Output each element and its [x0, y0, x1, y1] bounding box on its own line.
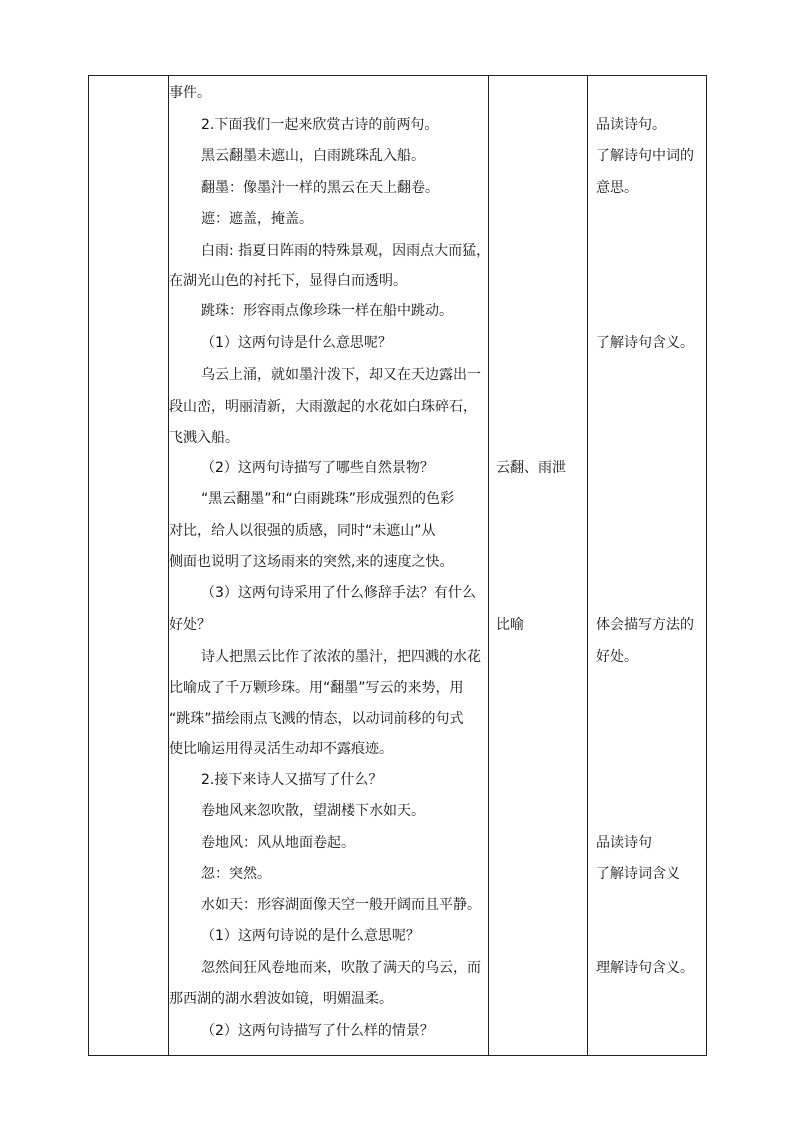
content-line: 黑云翻墨未遮山，白雨跳珠乱入船。	[201, 148, 425, 164]
content-line: （1）这两句诗是什么意思呢？	[201, 335, 392, 351]
content-line: 2.下面我们一起来欣赏古诗的前两句。	[201, 117, 439, 133]
goal-line: 了解诗句含义。	[596, 335, 694, 351]
content-line: （1）这两句诗说的是什么意思呢？	[201, 928, 420, 944]
content-line: 卷地风来忽吹散，望湖楼下水如天。	[201, 803, 425, 819]
goal-line: 了解诗句中词的	[596, 148, 694, 164]
content-line: 比喻成了千万颗珍珠。用“翻墨”写云的来势，用	[169, 680, 464, 696]
content-line: 侧面也说明了这场雨来的突然,来的速度之快。	[169, 554, 454, 570]
content-line: 事件。	[169, 85, 211, 101]
content-line: （3）这两句诗采用了什么修辞手法？有什么	[201, 585, 476, 601]
content-line: 遮：遮盖，掩盖。	[201, 211, 313, 227]
content-line: 飞溅入船。	[169, 430, 239, 446]
content-line: 段山峦，明丽清新，大雨激起的水花如白珠碎石，	[169, 399, 477, 415]
content-line: 对比，给人以很强的质感，同时“未遮山”从	[169, 523, 436, 539]
content-line: 诗人把黑云比作了浓浓的墨汁，把四溅的水花	[201, 649, 481, 665]
content-line: 乌云上涌，就如墨汁泼下，却又在天边露出一	[201, 367, 481, 383]
goal-line: 好处。	[596, 649, 638, 665]
column-divider	[488, 76, 489, 1055]
note-line: 比喻	[496, 617, 524, 633]
content-line: 翻墨：像墨汁一样的黑云在天上翻卷。	[201, 180, 439, 196]
goal-line: 品读诗句	[596, 835, 652, 851]
content-line: 白雨: 指夏日阵雨的特殊景观，因雨点大而猛，	[201, 243, 491, 259]
content-line: （2）这两句诗描写了什么样的情景？	[201, 1023, 434, 1039]
goal-line: 体会描写方法的	[596, 617, 694, 633]
goal-line: 意思。	[596, 180, 638, 196]
note-line: 云翻、雨泄	[496, 460, 566, 476]
content-line: “黑云翻墨”和“白雨跳珠”形成强烈的色彩	[201, 491, 455, 507]
content-line: 水如天：形容湖面像天空一般开阔而且平静。	[201, 897, 481, 913]
content-line: 那西湖的湖水碧波如镜，明媚温柔。	[169, 991, 393, 1007]
goal-line: 理解诗句含义。	[596, 960, 694, 976]
content-line: 忽然间狂风卷地而来，吹散了满天的乌云，而	[201, 960, 481, 976]
content-line: 卷地风：风从地面卷起。	[201, 835, 355, 851]
content-line: 2.接下来诗人又描写了什么？	[201, 772, 383, 788]
content-line: 忽：突然。	[201, 866, 271, 882]
content-line: （2）这两句诗描写了哪些自然景物？	[201, 460, 434, 476]
goal-line: 了解诗词含义	[596, 866, 680, 882]
content-line: 跳珠：形容雨点像珍珠一样在船中跳动。	[201, 303, 453, 319]
content-line: 好处？	[169, 617, 211, 633]
goal-line: 品读诗句。	[596, 117, 666, 133]
lesson-plan-table	[88, 75, 707, 1056]
content-line: “跳珠”描绘雨点飞溅的情态，以动词前移的句式	[169, 711, 464, 727]
column-divider	[587, 76, 588, 1055]
content-line: 在湖光山色的衬托下，显得白而透明。	[169, 273, 407, 289]
content-line: 使比喻运用得灵活生动却不露痕迹。	[169, 741, 393, 757]
